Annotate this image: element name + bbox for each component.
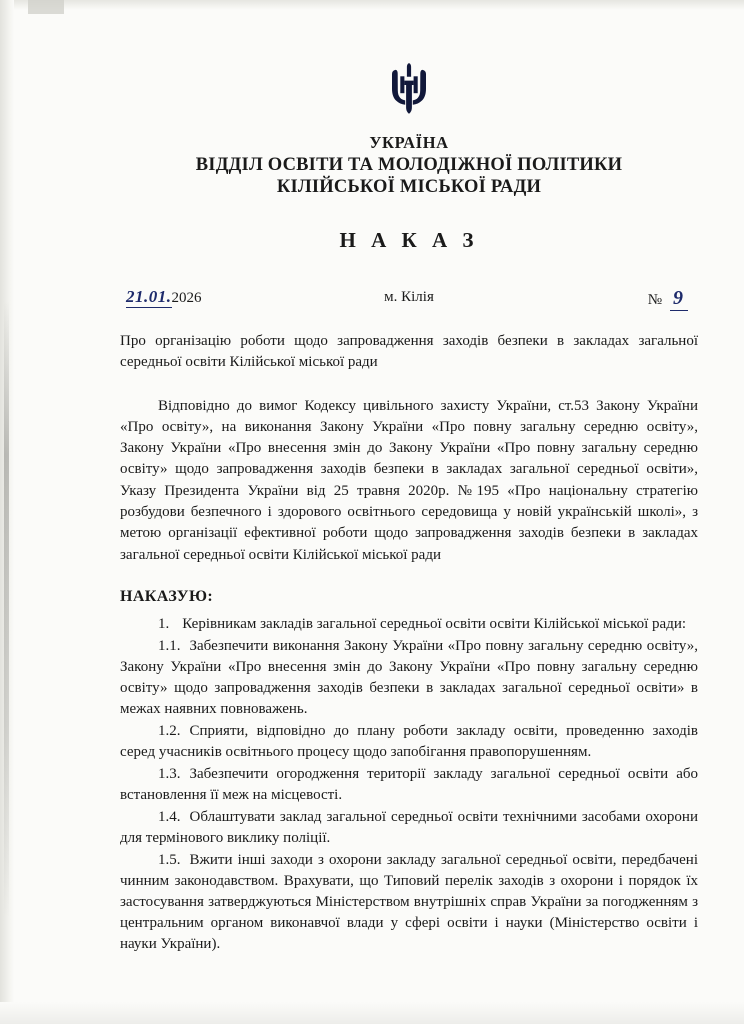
document-type-title: Н А К А З	[339, 228, 479, 252]
clause-text: Забезпечити виконання Закону України «Про повну загальну середню освіту», Закону України «Про внесення змін до Закону України «Про повну загальну середню освіту» щодо запровадження заходів безпеки в закладах загальної середньої освіти» в межах наявних повноважень.	[120, 637, 698, 717]
document-date	[126, 287, 202, 307]
ukraine-trident-emblem-icon	[388, 62, 430, 114]
date-handwritten-value: 21.01.	[126, 287, 172, 306]
clause-number: 1.	[158, 615, 170, 632]
clause-text: Облаштувати заклад загальної середньої освіти технічними засобами охорони для термінового виклику поліції.	[120, 808, 698, 846]
clause-item	[120, 850, 698, 955]
clause-item	[120, 721, 698, 763]
clause-item	[120, 614, 698, 635]
clause-item	[120, 636, 698, 720]
clause-number: 1.1.	[158, 637, 181, 654]
clause-item	[120, 764, 698, 806]
emblem-container	[120, 62, 698, 119]
document-number-label: №	[647, 292, 662, 308]
clause-number: 1.2.	[158, 722, 181, 739]
clause-item	[120, 807, 698, 849]
clause-text: Забезпечити огородження території закладу загальної середньої освіти або встановлення її меж на місцевості.	[120, 765, 698, 803]
clause-number: 1.5.	[158, 851, 181, 868]
organization-line-1: ВІДДІЛ ОСВІТИ ТА МОЛОДІЖНОЇ ПОЛІТИКИ	[195, 155, 623, 175]
clause-text: Сприяти, відповідно до плану роботи закладу освіти, проведенню заходів серед учасників освітнього процесу щодо запобігання правопорушенням.	[120, 722, 698, 760]
document-place: м. Кілія	[384, 289, 434, 305]
clause-text: Вжити інші заходи з охорони закладу загальної середньої освіти, передбачені чинним законодавством. Врахувати, що Типовий перелік заходів з охорони і порядок їх застосування затверджуються Міністерством внутрішніх справ України за погодженням з центральним органом виконавчої влади у сфері освіти і науки (Міністерство освіти і науки України).	[120, 851, 698, 952]
document-number-value: 9	[670, 287, 688, 311]
document-number	[648, 287, 688, 310]
clause-text: Керівникам закладів загальної середньої освіти освіти Кілійської міської ради:	[182, 615, 687, 632]
organization-heading	[120, 133, 698, 198]
document-meta-row	[120, 283, 698, 317]
document-subject-title: Про організацію роботи щодо запровадження заходів безпеки в закладах загальної середньої освіти Кілійської міської ради	[120, 333, 698, 371]
order-keyword: НАКАЗУЮ:	[120, 587, 214, 605]
organization-line-2: КІЛІЙСЬКОЇ МІСЬКОЇ РАДИ	[276, 177, 542, 197]
country-name: УКРАЇНА	[369, 133, 449, 152]
clause-number: 1.3.	[158, 765, 181, 782]
date-year-value: 2026	[171, 290, 202, 306]
clause-list	[120, 614, 698, 955]
document-preamble: Відповідно до вимог Кодексу цивільного захисту України, ст.53 Закону України «Про освіту», на виконання Закону України «Про повну загальну середню освіту», Закону України «Про внесення змін до Закону України «Про повну загальну середню освіту» щодо запровадження заходів безпеки в закладах загальної середньої освіти», Указу Президента України від 25 травня 2020р. №195 «Про національну стратегію розбудови безпечного і здорового освітнього середовища у новій українській школі», з метою організації ефективної роботи щодо запровадження заходів безпеки в закладах загальної середньої освіти Кілійської міської ради	[120, 397, 698, 563]
clause-number: 1.4.	[158, 808, 181, 825]
